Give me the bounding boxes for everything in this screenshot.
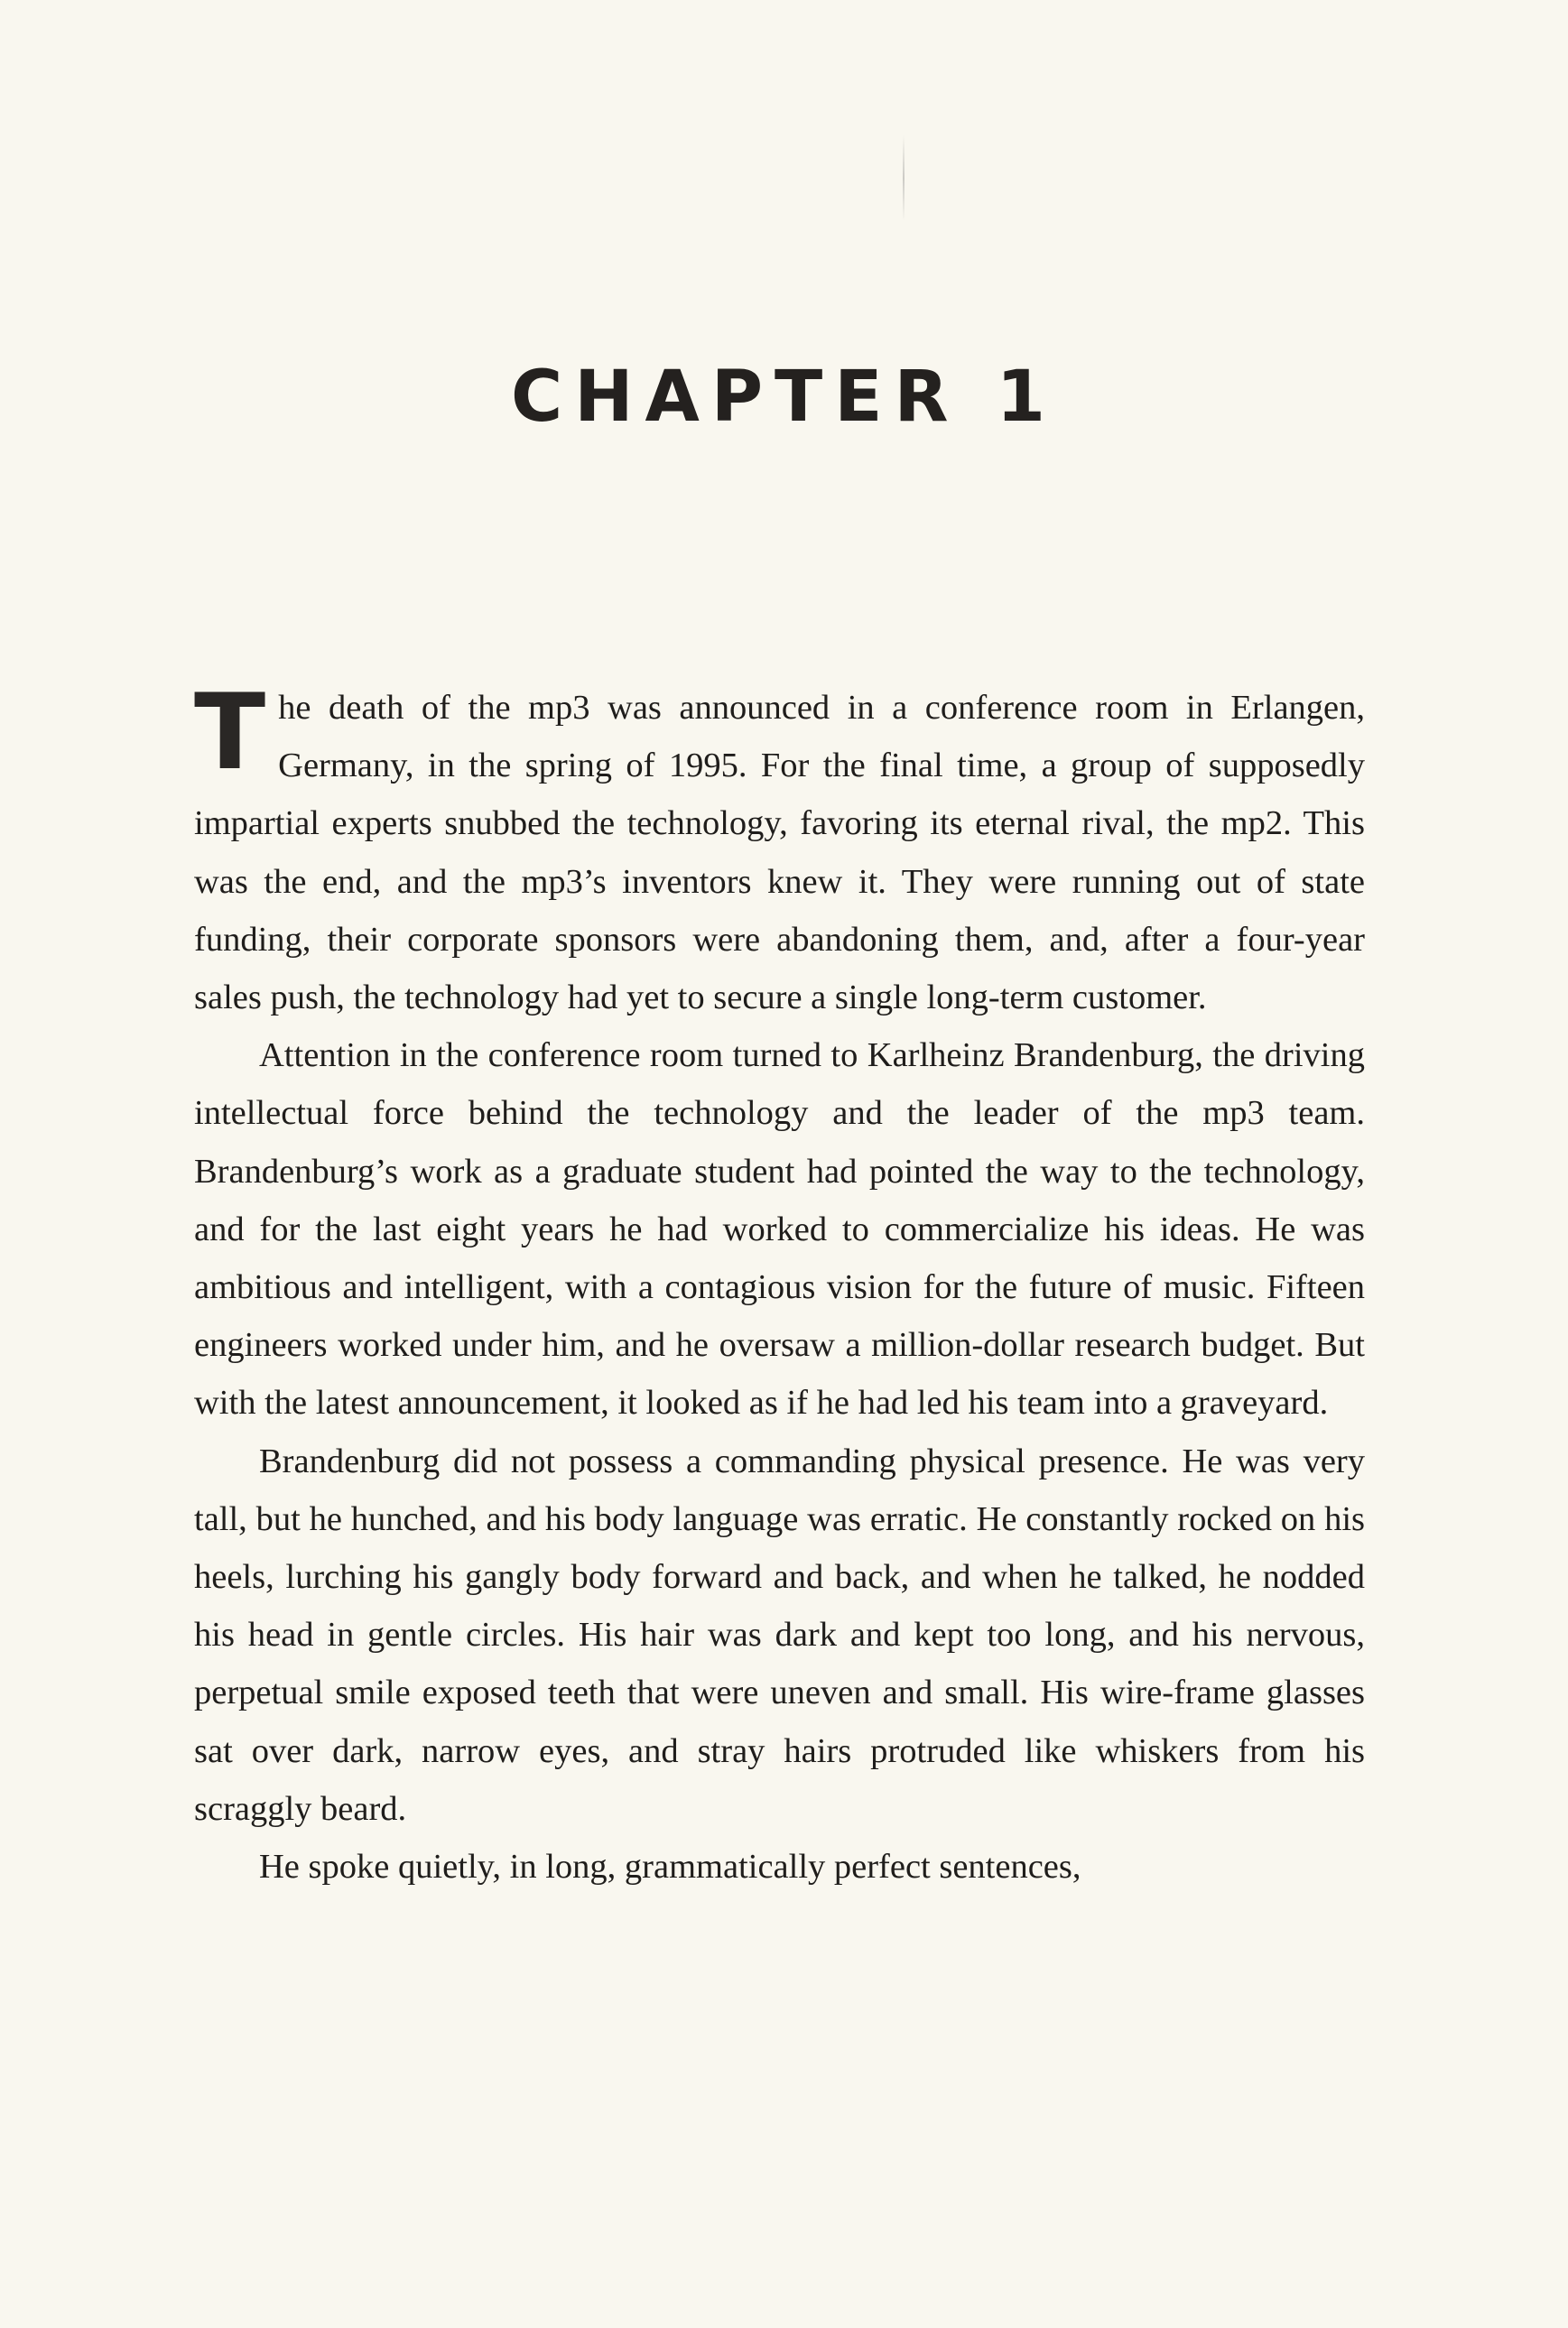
drop-cap: T (194, 672, 266, 793)
paragraph-2: Attention in the conference room turned to Karlheinz Brandenburg, the driving intellectual force behind the technology and the leader of the mp3 team. Brandenburg’s work as a graduate student had pointed the way to the technology, and for the last eight years he had worked to commercialize his ideas. He was ambitious and intelligent, with a contagious vision for the future of music. Fifteen engineers worked under him, and he oversaw a million-dollar research budget. But with the latest announcement, it looked as if he had led his team into a graveyard. (194, 1036, 1365, 1423)
scan-artifact-line (903, 135, 905, 221)
paragraph-1-text: he death of the mp3 was announced in a conference room in Erlangen, Germany, in the spring of 1995. For the final time, a group of supposedly impartial experts snubbed the technology, favoring its eternal rival, the mp2. This was the end, and the mp3’s inventors knew it. They were running out of state funding, their corporate sponsors were abandoning them, and, after a four-year sales push, the technology had yet to secure a single long-term customer. (194, 689, 1365, 1017)
paragraph-4: He spoke quietly, in long, grammatically perfect sentences, (259, 1848, 1081, 1887)
chapter-heading: CHAPTER 1 (510, 357, 1058, 438)
chapter-body (194, 672, 1365, 1896)
paragraph-3: Brandenburg did not possess a commanding physical presence. He was very tall, but he hunched, and his body language was erratic. He constantly rocked on his heels, lurching his gangly body forward and back, and when he talked, he nodded his head in gentle circles. His hair was dark and kept too long, and his nervous, perpetual smile exposed teeth that were uneven and small. His wire-frame glasses sat over dark, narrow eyes, and stray hairs protruded like whiskers from his scraggly beard. (194, 1442, 1365, 1828)
paragraph-1 (194, 672, 1365, 1026)
